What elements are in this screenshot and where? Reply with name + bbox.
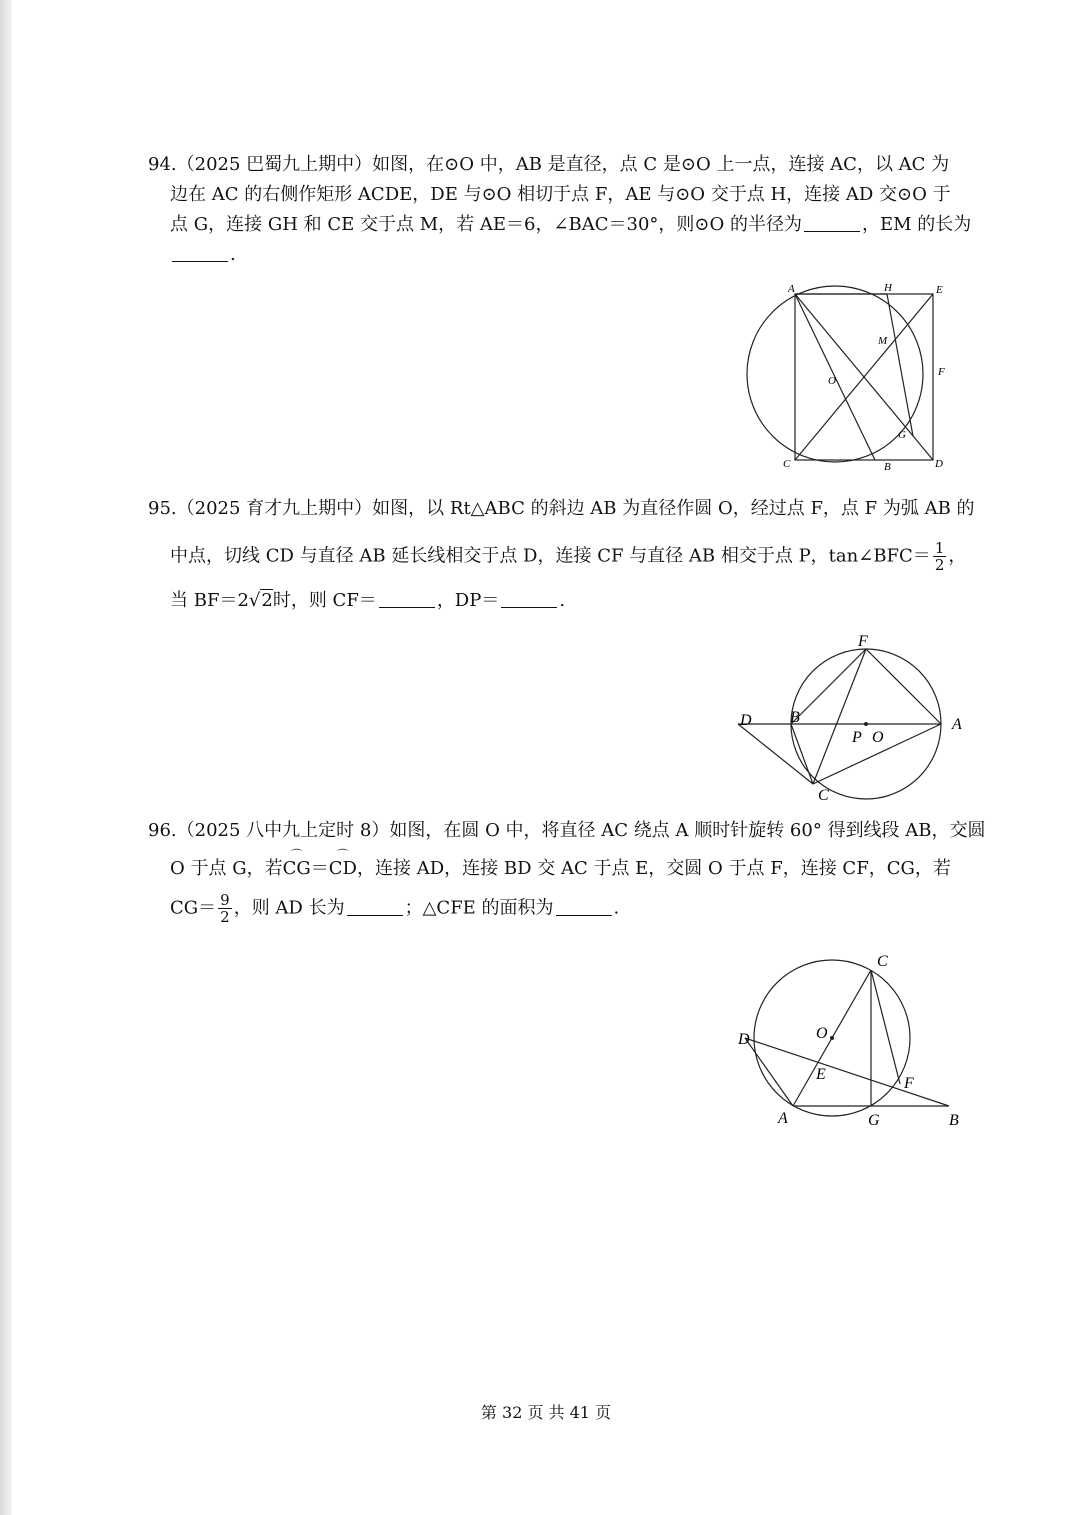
problem-text: 当 BF＝2 <box>170 590 249 611</box>
point-label-E: E <box>816 1066 826 1083</box>
period: . <box>613 897 620 919</box>
point-label-C: C <box>783 458 791 470</box>
answer-blank[interactable] <box>379 589 435 608</box>
point-label-G: G <box>898 429 906 441</box>
problem-text: ；△CFE 的面积为 <box>404 897 554 919</box>
problem-text: ，DP＝ <box>436 590 500 611</box>
problem-text: 如图，在⊙O 中，AB 是直径，点 C 是⊙O 上一点，连接 AC，以 AC 为 <box>372 154 950 175</box>
problem-96 <box>148 816 986 926</box>
problem-number: 94 <box>148 154 171 175</box>
answer-blank[interactable] <box>804 213 860 232</box>
punctuation: ， <box>948 545 967 567</box>
point-label-C: C <box>877 953 888 970</box>
point-label-F: F <box>904 1075 914 1092</box>
problem-94-line-4 <box>148 240 978 270</box>
point-label-P: P <box>852 729 862 746</box>
point-label-C: C <box>818 787 829 804</box>
period: . <box>230 244 236 265</box>
point-label-E: E <box>936 284 943 296</box>
point-label-D: D <box>935 458 943 470</box>
point-label-A: A <box>952 716 962 733</box>
fraction <box>218 892 232 925</box>
sqrt-radicand: 2 <box>261 590 273 611</box>
fraction-denominator: 2 <box>934 556 945 574</box>
period: . <box>559 590 566 611</box>
fraction-numerator: 1 <box>934 539 945 557</box>
problem-text: ，EM 的长为 <box>861 214 972 235</box>
sqrt-sign: √ <box>248 590 261 611</box>
point-label-O: O <box>816 1025 828 1042</box>
problem-text: 时，则 CF＝ <box>272 590 377 611</box>
arc-notation: ⌒ CG <box>283 854 311 884</box>
problem-94-line-3 <box>148 210 978 240</box>
page-footer: 第 32 页 共 41 页 <box>480 1403 612 1422</box>
problem-96-line-2 <box>148 854 978 892</box>
problem-text: 如图，在圆 O 中，将直径 AC 绕点 A 顺时针旋转 60° 得到线段 AB，交圆 <box>389 820 986 841</box>
fraction-numerator: 9 <box>220 891 230 909</box>
figure-95 <box>728 628 978 808</box>
figure-96 <box>724 948 974 1138</box>
point-label-H: H <box>884 282 892 294</box>
problem-text: ，则 AD 长为 <box>233 897 345 919</box>
figure-94 <box>732 276 962 476</box>
problem-94 <box>148 150 978 270</box>
answer-blank[interactable] <box>556 897 612 916</box>
answer-blank[interactable] <box>501 589 557 608</box>
fraction <box>933 540 947 573</box>
fraction-denominator: 2 <box>220 908 230 926</box>
page-edge-shadow <box>0 0 12 1515</box>
point-label-D: D <box>740 712 752 729</box>
problem-source: （2025 八中九上定时 8） <box>176 820 390 841</box>
point-label-F: F <box>938 366 945 378</box>
point-label-D: D <box>738 1031 750 1048</box>
point-label-A: A <box>788 283 795 295</box>
point-label-F: F <box>858 633 868 650</box>
problem-text: 中点，切线 CD 与直径 AB 延长线相交于点 D，连接 CF 与直径 AB 相交于点 P，tan∠BFC＝ <box>170 545 931 567</box>
problem-source: （2025 育才九上期中） <box>176 498 373 519</box>
problem-95 <box>148 494 978 616</box>
point-label-B: B <box>949 1112 959 1129</box>
equals-sign: ＝ <box>310 858 329 879</box>
document-page <box>12 0 1080 1515</box>
point-label-O: O <box>872 729 884 746</box>
problem-95-line-3 <box>148 586 978 616</box>
problem-text: 如图，以 Rt△ABC 的斜边 AB 为直径作圆 O，经过点 F，点 F 为弧 AB 的 <box>372 498 975 519</box>
problem-source: （2025 巴蜀九上期中） <box>176 154 373 175</box>
problem-94-line-2: 边在 AC 的右侧作矩形 ACDE，DE 与⊙O 相切于点 F，AE 与⊙O 交于点 H，连接 AD 交⊙O 于 <box>170 184 951 205</box>
problem-number: 95 <box>148 498 171 519</box>
problem-number: 96 <box>148 820 171 841</box>
arc-notation: ⌒ CD <box>329 854 357 884</box>
problem-text: CG＝ <box>170 897 217 919</box>
point-label-G: G <box>868 1112 880 1129</box>
problem-text: ，连接 AD，连接 BD 交 AC 于点 E，交圆 O 于点 F，连接 CF，CG，若 <box>356 858 951 879</box>
problem-96-line-1: 96.（2025 八中九上定时 8）如图，在圆 O 中，将直径 AC 绕点 A 顺时针旋转 60° 得到线段 AB，交圆 <box>148 820 986 841</box>
point-label-M: M <box>878 335 888 347</box>
problem-text: 点 G，连接 GH 和 CE 交于点 M，若 AE＝6，∠BAC＝30°，则⊙O 的半径为 <box>170 214 802 235</box>
point-label-O: O <box>828 375 836 387</box>
problem-95-line-2 <box>148 540 978 586</box>
problem-94-line-1: 94.（2025 巴蜀九上期中）如图，在⊙O 中，AB 是直径，点 C 是⊙O 上一点，连接 AC，以 AC 为 <box>148 154 950 175</box>
answer-blank[interactable] <box>347 897 403 916</box>
problem-96-line-3 <box>148 892 978 925</box>
problem-95-line-1: 95.（2025 育才九上期中）如图，以 Rt△ABC 的斜边 AB 为直径作圆 O，经过点 F，点 F 为弧 AB 的 <box>148 498 975 519</box>
answer-blank[interactable] <box>172 243 228 262</box>
point-label-A: A <box>778 1110 788 1127</box>
point-label-B: B <box>884 461 891 473</box>
point-label-B: B <box>790 709 800 726</box>
problem-text: O 于点 G，若 <box>170 858 283 879</box>
